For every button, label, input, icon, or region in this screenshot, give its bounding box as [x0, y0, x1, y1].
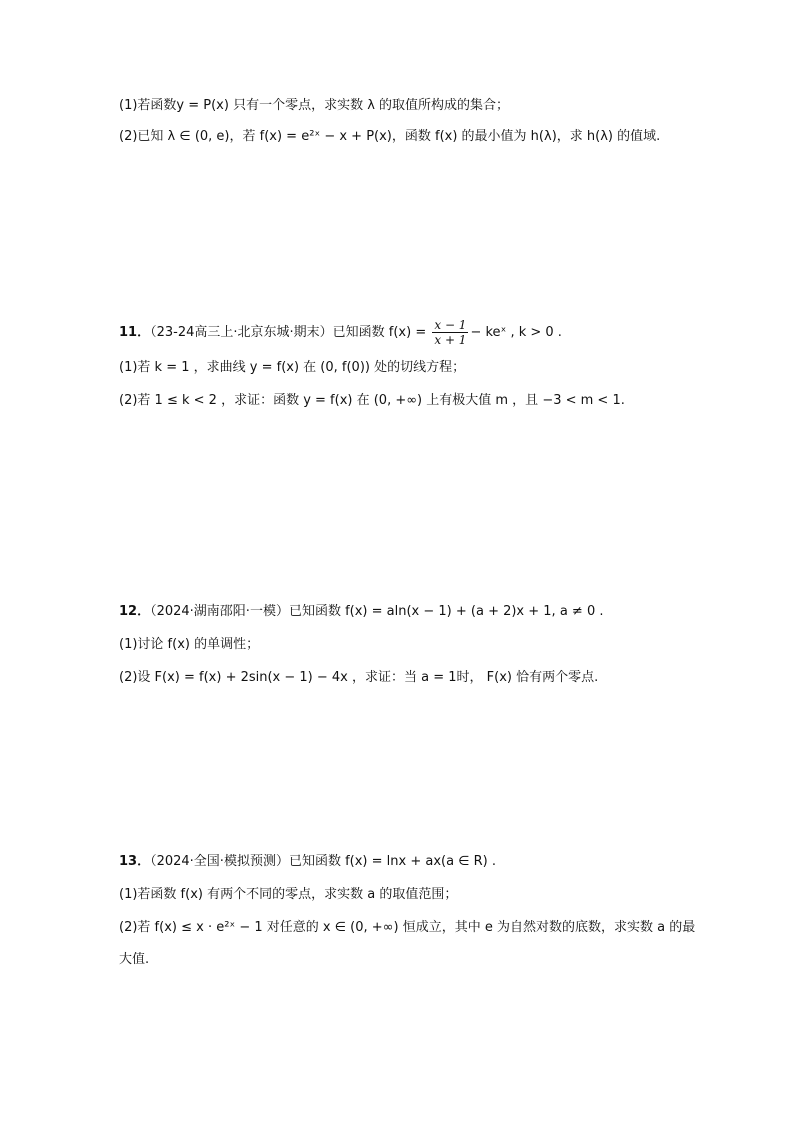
q10-part1: (1)若函数y = P(x) 只有一个零点，求实数 λ 的取值所构成的集合；	[119, 98, 510, 113]
q13-stem-text: 已知函数 f(x) = lnx + ax(a ∈ R) .	[288, 854, 497, 869]
q12-number: 12．	[119, 604, 151, 619]
q13-number: 13．	[119, 854, 151, 869]
q11-part2: (2)若 1 ≤ k < 2 ，求证：函数 y = f(x) 在 (0, +∞) 上有极大值 m ，且 −3 < m < 1.	[119, 393, 625, 408]
q11-stem-suffix: − keˣ , k > 0 .	[470, 325, 562, 340]
q13-part2-line2: 大值.	[119, 952, 150, 967]
q12-part1: (1)讨论 f(x) 的单调性；	[119, 637, 260, 652]
q12-stem	[119, 602, 603, 622]
q13-source: （2024·全国·模拟预测）	[150, 854, 289, 869]
q13-stem	[119, 852, 496, 872]
q13-part1: (1)若函数 f(x) 有两个不同的零点，求实数 a 的取值范围；	[119, 887, 458, 902]
q12-stem-text: 已知函数 f(x) = aln(x − 1) + (a + 2)x + 1, a ≠ 0 .	[288, 604, 604, 619]
q11-fraction	[432, 318, 468, 347]
q12-source: （2024·湖南邵阳·一模）	[150, 604, 289, 619]
q11-fraction-numerator: x − 1	[434, 318, 467, 332]
q11-source: （23-24高三上·北京东城·期末）	[150, 325, 333, 340]
q11-stem-prefix: 已知函数 f(x) =	[332, 325, 431, 340]
q11-number: 11．	[119, 325, 151, 340]
q11-stem	[119, 318, 562, 347]
q13-part2-line1: (2)若 f(x) ≤ x · e²ˣ − 1 对任意的 x ∈ (0, +∞) 恒成立，其中 e 为自然对数的底数，求实数 a 的最	[119, 920, 696, 935]
q11-part1: (1)若 k = 1 ，求曲线 y = f(x) 在 (0, f(0)) 处的切线方程；	[119, 360, 466, 375]
q12-part2: (2)设 F(x) = f(x) + 2sin(x − 1) − 4x ，求证：当 a = 1时， F(x) 恰有两个零点.	[119, 670, 599, 685]
q11-fraction-denominator: x + 1	[434, 333, 467, 347]
q10-part2: (2)已知 λ ∈ (0, e)，若 f(x) = e²ˣ − x + P(x)，函数 f(x) 的最小值为 h(λ)，求 h(λ) 的值域.	[119, 129, 661, 144]
